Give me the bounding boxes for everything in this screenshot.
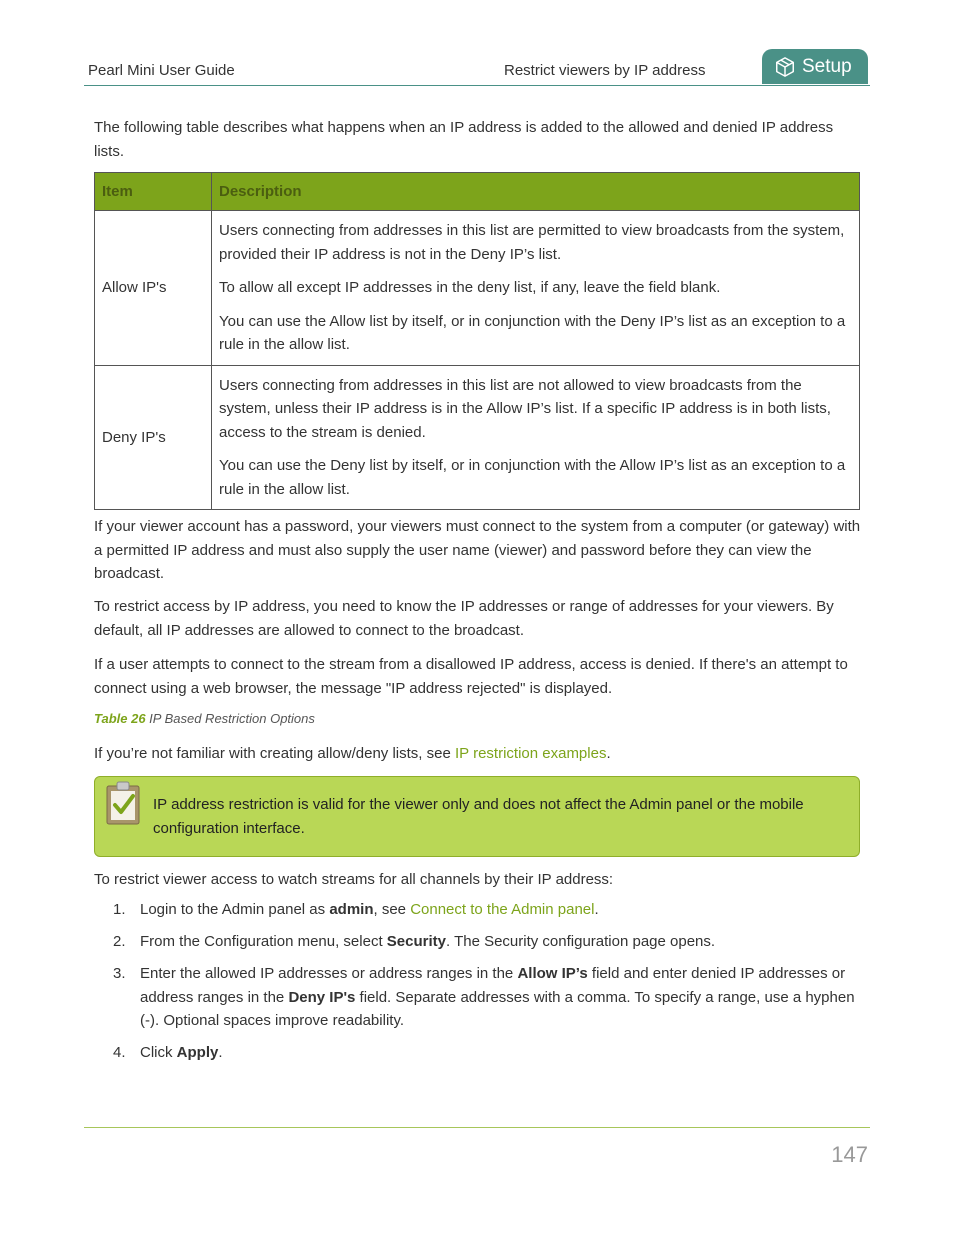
description-text: Users connecting from addresses in this list are not allowed to view broadcasts from the system, unless their IP address is in the Allow IP’s list. If a specific IP address is in both lists, access to the stream is denied. (219, 376, 831, 441)
step-text: Login to the Admin panel as (140, 901, 330, 918)
see-examples-suffix: . (606, 745, 611, 762)
step-text: field. Separate addresses with a comma. To specify a range, use a hyphen (-). Optional spaces improve readability. (140, 988, 855, 1029)
ip-restriction-examples-link[interactable]: IP restriction examples (455, 745, 607, 762)
step-bold: Allow IP’s (517, 965, 588, 982)
step-bold: admin (329, 901, 374, 918)
step-text: . The Security configuration page opens. (446, 933, 716, 950)
table-cell-description (212, 365, 860, 510)
table-header-description: Description (212, 173, 860, 211)
guide-title: Pearl Mini User Guide (88, 62, 235, 79)
step-number: 1. (113, 901, 126, 918)
table-caption-text: IP Based Restriction Options (149, 711, 315, 726)
description-text: Users connecting from addresses in this list are permitted to view broadcasts from the system, provided their IP address is not in the Deny IP’s list. (219, 222, 845, 263)
step-number: 3. (113, 965, 126, 982)
step-number: 2. (113, 933, 126, 950)
step-text: From the Configuration menu, select (140, 933, 387, 950)
table-cell-description (212, 211, 860, 366)
header-divider (84, 85, 870, 86)
connect-admin-panel-link[interactable]: Connect to the Admin panel (410, 901, 595, 918)
steps-intro: To restrict viewer access to watch streams for all channels by their IP address: (94, 871, 614, 888)
table-caption (94, 711, 315, 726)
note-text: IP address restriction is valid for the viewer only and does not affect the Admin panel or the mobile configuration interface. (153, 796, 804, 837)
clipboard-check-icon (105, 780, 143, 826)
step-text: , see (373, 901, 411, 918)
footer-divider (84, 1127, 870, 1128)
step-number: 4. (113, 1044, 126, 1061)
steps-list (113, 898, 862, 1073)
step-text: . (218, 1044, 223, 1061)
list-item (113, 930, 862, 954)
setup-tab[interactable] (762, 49, 868, 84)
table-header-item: Item (95, 173, 212, 211)
step-bold: Apply (176, 1044, 219, 1061)
note-box (94, 776, 860, 857)
disallowed-ip-paragraph: If a user attempts to connect to the stream from a disallowed IP address, access is denied. If there's an attempt to connect using a web browser, the message "IP address rejected" is displayed. (94, 656, 848, 697)
see-examples-prefix: If you’re not familiar with creating allow/deny lists, see (94, 745, 455, 762)
restrict-access-paragraph: To restrict access by IP address, you need to know the IP addresses or range of addresses for your viewers. By default, all IP addresses are allowed to connect to the broadcast. (94, 598, 834, 639)
intro-paragraph: The following table describes what happens when an IP address is added to the allowed and denied IP address lists. (94, 119, 834, 160)
list-item (113, 1041, 862, 1065)
list-item (113, 898, 862, 922)
description-text: To allow all except IP addresses in the deny list, if any, leave the field blank. (219, 279, 721, 296)
step-bold: Deny IP's (288, 988, 356, 1006)
table-row (95, 211, 860, 366)
table-caption-label: Table 26 (94, 711, 146, 726)
list-item (113, 962, 862, 1033)
ip-restriction-table (94, 172, 860, 510)
table-row (95, 365, 860, 510)
step-text: field and enter denied IP addresses or address ranges in the (140, 965, 846, 1006)
table-cell-item: Allow IP's (95, 211, 212, 366)
setup-tab-label: Setup (802, 55, 852, 77)
step-text: . (594, 901, 599, 918)
table-header-row (95, 173, 860, 211)
see-examples-paragraph (94, 742, 862, 766)
step-text: Click (140, 1044, 177, 1061)
section-title: Restrict viewers by IP address (504, 62, 706, 79)
page-number: 147 (831, 1142, 868, 1167)
step-text: Enter the allowed IP addresses or address ranges in the (140, 965, 518, 982)
table-cell-item: Deny IP's (95, 365, 212, 510)
viewer-password-paragraph: If your viewer account has a password, your viewers must connect to the system from a computer (or gateway) with a permitted IP address and must also supply the user name (viewer) and password before they can view the broadcast. (94, 518, 861, 582)
description-text: You can use the Deny list by itself, or in conjunction with the Allow IP’s list as an exception to a rule in the allow list. (219, 457, 846, 498)
description-text: You can use the Allow list by itself, or in conjunction with the Deny IP’s list as an exception to a rule in the allow list. (219, 312, 846, 353)
step-bold: Security (386, 933, 446, 950)
box-icon (774, 56, 796, 78)
